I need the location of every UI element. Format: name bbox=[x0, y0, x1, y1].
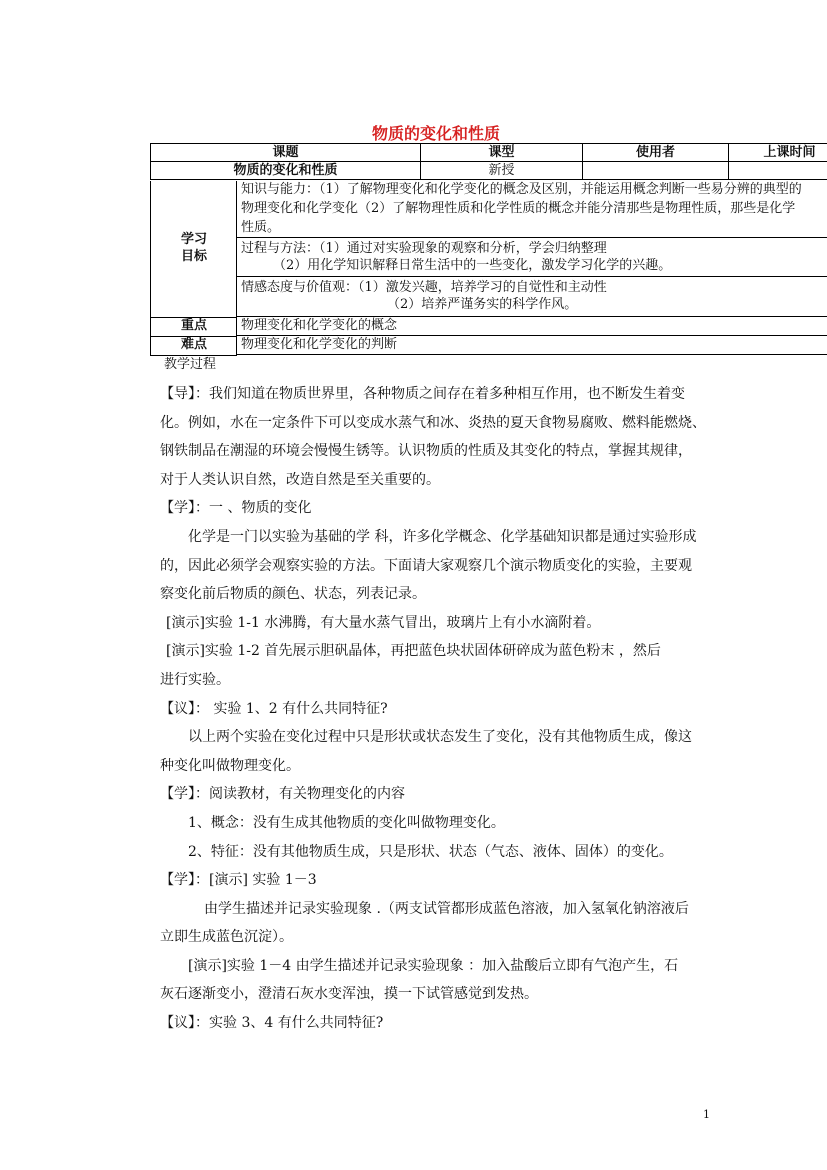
goal-attitude-line1: 情感态度与价值观：（1）激发兴趣，培养学习的自觉性和主动性 bbox=[241, 280, 607, 295]
time-cell bbox=[729, 162, 827, 180]
document-title: 物质的变化和性质 bbox=[371, 124, 500, 143]
header-user: 使用者 bbox=[583, 144, 729, 162]
difficulty-value: 物理变化和化学变化的判断 bbox=[236, 336, 827, 355]
paragraph-line: 【议】： 实验 1、2 有什么共同特征? bbox=[160, 700, 388, 717]
goals-label-line1-text: 学习 bbox=[180, 232, 207, 247]
paragraph-line: 以上两个实验在变化过程中只是形状或状态发生了变化，没有其他物质生成，像这 bbox=[188, 729, 692, 746]
paragraph-line: 的，因此必须学会观察实验的方法。下面请大家观察几个演示物质变化的实验，主要观 bbox=[160, 557, 692, 574]
goal-knowledge-line2: 物理变化和化学变化（2）了解物理性质和化学性质的概念并能分清那些是物理性质，那些是化学 bbox=[241, 201, 796, 216]
paragraph-line: [演示]实验 1-1 水沸腾，有大量水蒸气冒出，玻璃片上有小水滴附着。 bbox=[166, 614, 601, 631]
paragraph-line: 2、特征：没有其他物质生成，只是形状、状态（气态、液体、固体）的变化。 bbox=[188, 843, 673, 860]
difficulty-row bbox=[150, 336, 827, 355]
key-label: 重点 bbox=[150, 317, 237, 337]
goals-label-text bbox=[151, 231, 237, 265]
goal-process-line2: （2）用化学知识解释日常生活中的一些变化，激发学习化学的兴趣。 bbox=[273, 258, 672, 273]
lesson-body bbox=[160, 380, 715, 1038]
paragraph-line: [演示]实验 1-2 首先展示胆矾晶体，再把蓝色块状固体研碎成为蓝色粉末 ，然后 bbox=[166, 643, 661, 660]
paragraph-line: 1、概念：没有生成其他物质的变化叫做物理变化。 bbox=[188, 814, 505, 831]
goal-process-line1: 过程与方法：（1）通过对实验现象的观察和分析，学会归纳整理 bbox=[241, 241, 607, 256]
lesson-info-table bbox=[150, 143, 827, 180]
paragraph-line: 进行实验。 bbox=[160, 671, 230, 688]
header-topic: 课题 bbox=[151, 144, 421, 162]
paragraph-line: 【导】：我们知道在物质世界里，各种物质之间存在着多种相互作用，也不断发生着变 bbox=[160, 386, 685, 402]
paragraph-line: 【学】：一 、物质的变化 bbox=[160, 500, 312, 517]
paragraph-line: 化学是一门以实验为基础的学 科，许多化学概念、化学基础知识都是通过实验形成 bbox=[188, 528, 697, 545]
goals-label-line2-text: 目标 bbox=[180, 249, 207, 264]
paragraph-line: 【议】：实验 3、4 有什么共同特征? bbox=[160, 1015, 384, 1032]
header-type: 课型 bbox=[421, 144, 583, 162]
paragraph-line: 察变化前后物质的颜色、状态，列表记录。 bbox=[160, 586, 426, 603]
paragraph-line: 立即生成蓝色沉淀）。 bbox=[160, 929, 293, 946]
paragraph-line: 化。例如，水在一定条件下可以变成水蒸气和冰、炎热的夏天食物易腐败、燃料能燃烧、 bbox=[160, 414, 706, 431]
goal-attitude-line2: （2）培养严谨务实的科学作风。 bbox=[387, 297, 578, 312]
topic-cell: 物质的变化和性质 bbox=[151, 162, 421, 180]
goal-process bbox=[236, 238, 827, 277]
section-heading: 教学过程 bbox=[164, 357, 217, 372]
difficulty-label: 难点 bbox=[150, 336, 237, 356]
key-value: 物理变化和化学变化的概念 bbox=[236, 317, 827, 336]
table-header-row bbox=[151, 144, 827, 162]
page-number: 1 bbox=[703, 1108, 710, 1121]
header-time: 上课时间 bbox=[729, 144, 827, 162]
paragraph-line: 钢铁制品在潮湿的环境会慢慢生锈等。认识物质的性质及其变化的特点，掌握其规律， bbox=[160, 443, 692, 460]
paragraph-line: 灰石逐渐变小，澄清石灰水变浑浊，摸一下试管感觉到发热。 bbox=[160, 986, 538, 1003]
type-cell: 新授 bbox=[421, 162, 583, 180]
goals-label-box bbox=[150, 181, 237, 318]
paragraph-line: 【学】：[演示] 实验 1－3 bbox=[160, 872, 317, 889]
paragraph-line: 对于人类认识自然，改造自然是至关重要的。 bbox=[160, 471, 440, 488]
paragraph-line: [演示]实验 1－4 由学生描述并记录实验现象 ：加入盐酸后立即有气泡产生，石 bbox=[188, 957, 679, 974]
goal-knowledge bbox=[236, 181, 827, 238]
table-row bbox=[151, 162, 827, 180]
goal-knowledge-line3: 性质。 bbox=[241, 220, 281, 235]
paragraph-line: 由学生描述并记录实验现象 .（两支试管都形成蓝色溶液，加入氢氧化钠溶液后 bbox=[204, 900, 689, 917]
paragraph-line: 【学】：阅读教材，有关物理变化的内容 bbox=[160, 786, 405, 803]
paragraph-line: 种变化叫做物理变化。 bbox=[160, 757, 300, 774]
goal-attitude bbox=[236, 277, 827, 317]
user-cell bbox=[583, 162, 729, 180]
goals-block bbox=[150, 181, 827, 317]
goal-knowledge-line1: 知识与能力：（1）了解物理变化和化学变化的概念及区别，并能运用概念判断一些易分辨的典型的 bbox=[241, 182, 802, 197]
key-row bbox=[150, 317, 827, 336]
